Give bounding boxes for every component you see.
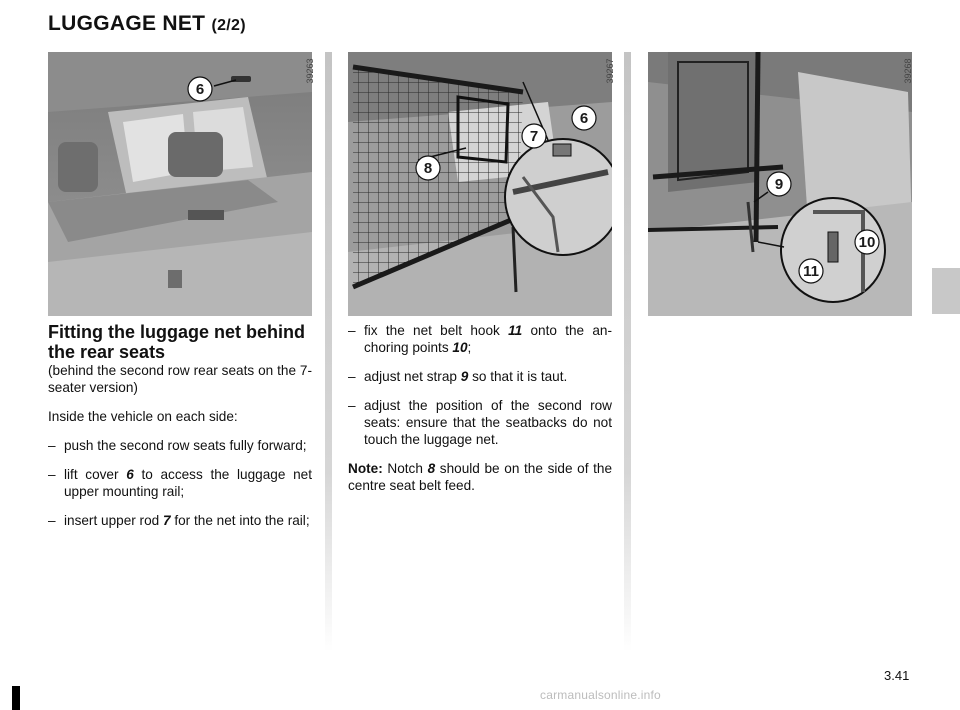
watermark: carmanualsonline.info	[540, 688, 661, 702]
section-heading: Fitting the luggage net behind the rear seats	[48, 322, 305, 362]
figure-code-1: 39263	[305, 58, 315, 84]
chapter-tab	[932, 268, 960, 314]
callout-10: 10	[858, 234, 876, 251]
callout-9: 9	[774, 176, 784, 193]
callout-11: 11	[803, 263, 819, 280]
figure-rear-trunk	[48, 52, 312, 316]
list-item: – fix the net belt hook 11 onto the an-choring points 10;	[348, 323, 613, 355]
list-item: – insert upper rod 7 for the net into the rail;	[48, 513, 310, 528]
intro-text: Inside the vehicle on each side:	[48, 409, 238, 424]
note-text: Note: Notch 8 should be on the side of the centre seat belt feed.	[348, 461, 613, 493]
list-item: – lift cover 6 to access the luggage net upper mounting rail;	[48, 467, 312, 499]
column-divider-2	[624, 52, 631, 652]
column-divider-1	[325, 52, 332, 652]
list-item: – push the second row seats fully forward;	[48, 438, 307, 453]
callout-8: 8	[423, 160, 433, 177]
section-subtitle: (behind the second row rear seats on the 7-seater version)	[48, 363, 312, 395]
page-title: LUGGAGE NET (2/2)	[48, 12, 246, 35]
figure-net-installation	[348, 52, 612, 316]
callout-6: 6	[579, 110, 589, 127]
figure-net-anchoring	[648, 52, 912, 316]
callout-6: 6	[195, 81, 205, 98]
page-number: 3.41	[884, 668, 910, 683]
column-1-text	[48, 322, 312, 529]
list-item: – adjust the position of the second row seats: ensure that the seatbacks do not touch the luggage net.	[348, 398, 612, 447]
figure-code-3: 39268	[903, 58, 913, 84]
callout-7: 7	[529, 128, 539, 145]
figure-code-2: 39267	[605, 58, 615, 84]
list-item: – adjust net strap 9 so that it is taut.	[348, 369, 568, 384]
corner-mark	[12, 686, 20, 710]
column-2-text	[348, 322, 612, 494]
